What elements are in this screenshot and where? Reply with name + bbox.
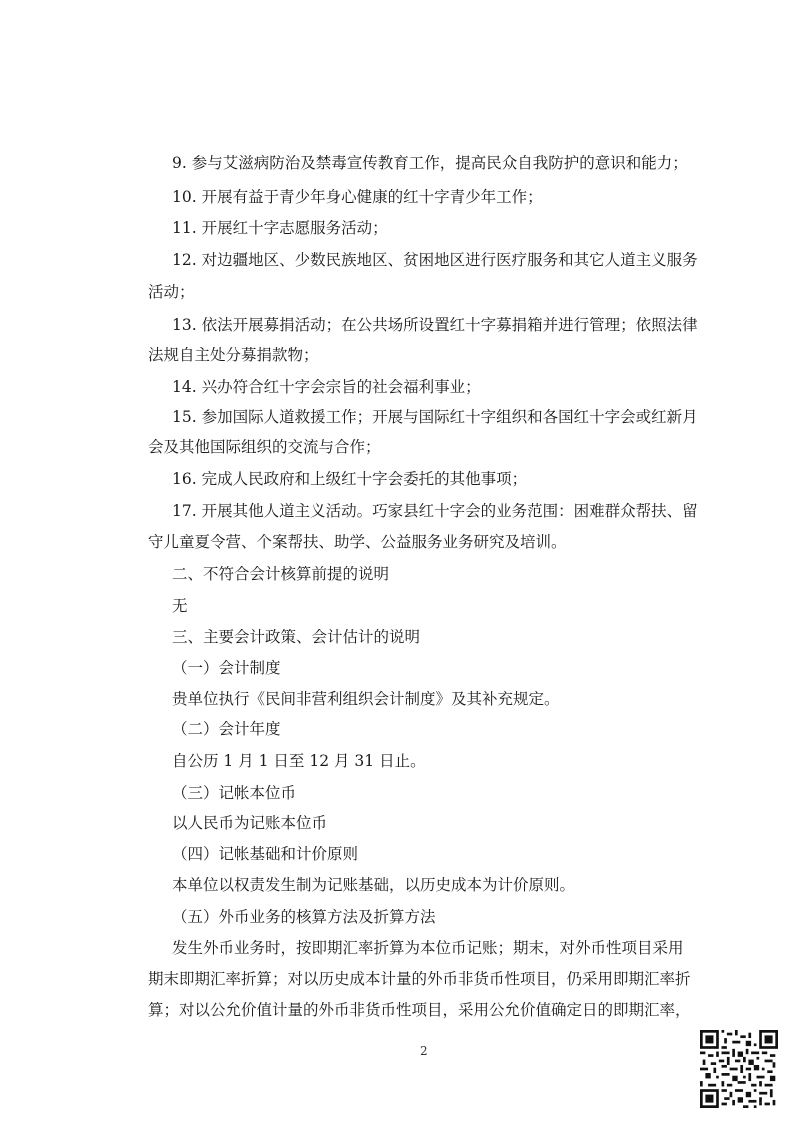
- subsection-2-heading: （二）会计年度: [172, 720, 281, 738]
- subsection-4-text: 本单位以权责发生制为记账基础，以历史成本为计价原则。: [172, 876, 576, 894]
- paragraph-16: 16. 完成人民政府和上级红十字会委托的其他事项；: [172, 470, 528, 488]
- subsection-3-heading: （三）记帐本位币: [172, 784, 297, 802]
- subsection-1-heading: （一）会计制度: [172, 659, 281, 677]
- paragraph-13-line-1: 13. 依法开展募捐活动；在公共场所设置红十字募捐箱并进行管理；依照法律: [172, 316, 698, 334]
- page-number: 2: [420, 1044, 428, 1058]
- paragraph-12-line-1: 12. 对边疆地区、少数民族地区、贫困地区进行医疗服务和其它人道主义服务: [172, 251, 698, 269]
- paragraph-14: 14. 兴办符合红十字会宗旨的社会福利事业；: [172, 378, 481, 396]
- section-heading-2: 二、不符合会计核算前提的说明: [172, 565, 390, 583]
- paragraph-9: 9. 参与艾滋病防治及禁毒宣传教育工作，提高民众自我防护的意识和能力；: [172, 154, 688, 172]
- paragraph-15-line-2: 会及其他国际组织的交流与合作；: [148, 438, 381, 456]
- subsection-4-heading: （四）记帐基础和计价原则: [172, 845, 359, 863]
- paragraph-10: 10. 开展有益于青少年身心健康的红十字青少年工作；: [172, 188, 543, 206]
- paragraph-13-line-2: 法规自主处分募捐款物；: [148, 346, 319, 364]
- qr-code-icon: [700, 1030, 778, 1108]
- paragraph-17-line-2: 守儿童夏令营、个案帮扶、助学、公益服务业务研究及培训。: [148, 533, 567, 551]
- subsection-2-text: 自公历 1 月 1 日至 12 月 31 日止。: [172, 752, 426, 770]
- paragraph-15-line-1: 15. 参加国际人道救援工作；开展与国际红十字组织和各国红十字会或红新月: [172, 408, 698, 426]
- subsection-5-heading: （五）外币业务的核算方法及折算方法: [172, 908, 436, 926]
- paragraph-12-line-2: 活动；: [148, 283, 195, 301]
- subsection-5-text-line-3: 算；对以公允价值计量的外币非货币性项目，采用公允价值确定日的即期汇率，: [148, 1001, 691, 1019]
- subsection-3-text: 以人民币为记账本位币: [172, 814, 328, 832]
- section-2-text: 无: [172, 597, 188, 615]
- subsection-5-text-line-2: 期末即期汇率折算；对以历史成本计量的外币非货币性项目，仍采用即期汇率折: [148, 970, 691, 988]
- subsection-1-text: 贵单位执行《民间非营利组织会计制度》及其补充规定。: [172, 690, 560, 708]
- section-heading-3: 三、主要会计政策、会计估计的说明: [172, 628, 421, 646]
- paragraph-17-line-1: 17. 开展其他人道主义活动。巧家县红十字会的业务范围：困难群众帮扶、留: [172, 502, 698, 520]
- subsection-5-text-line-1: 发生外币业务时，按即期汇率折算为本位币记账；期末，对外币性项目采用: [172, 939, 684, 957]
- paragraph-11: 11. 开展红十字志愿服务活动；: [172, 219, 388, 237]
